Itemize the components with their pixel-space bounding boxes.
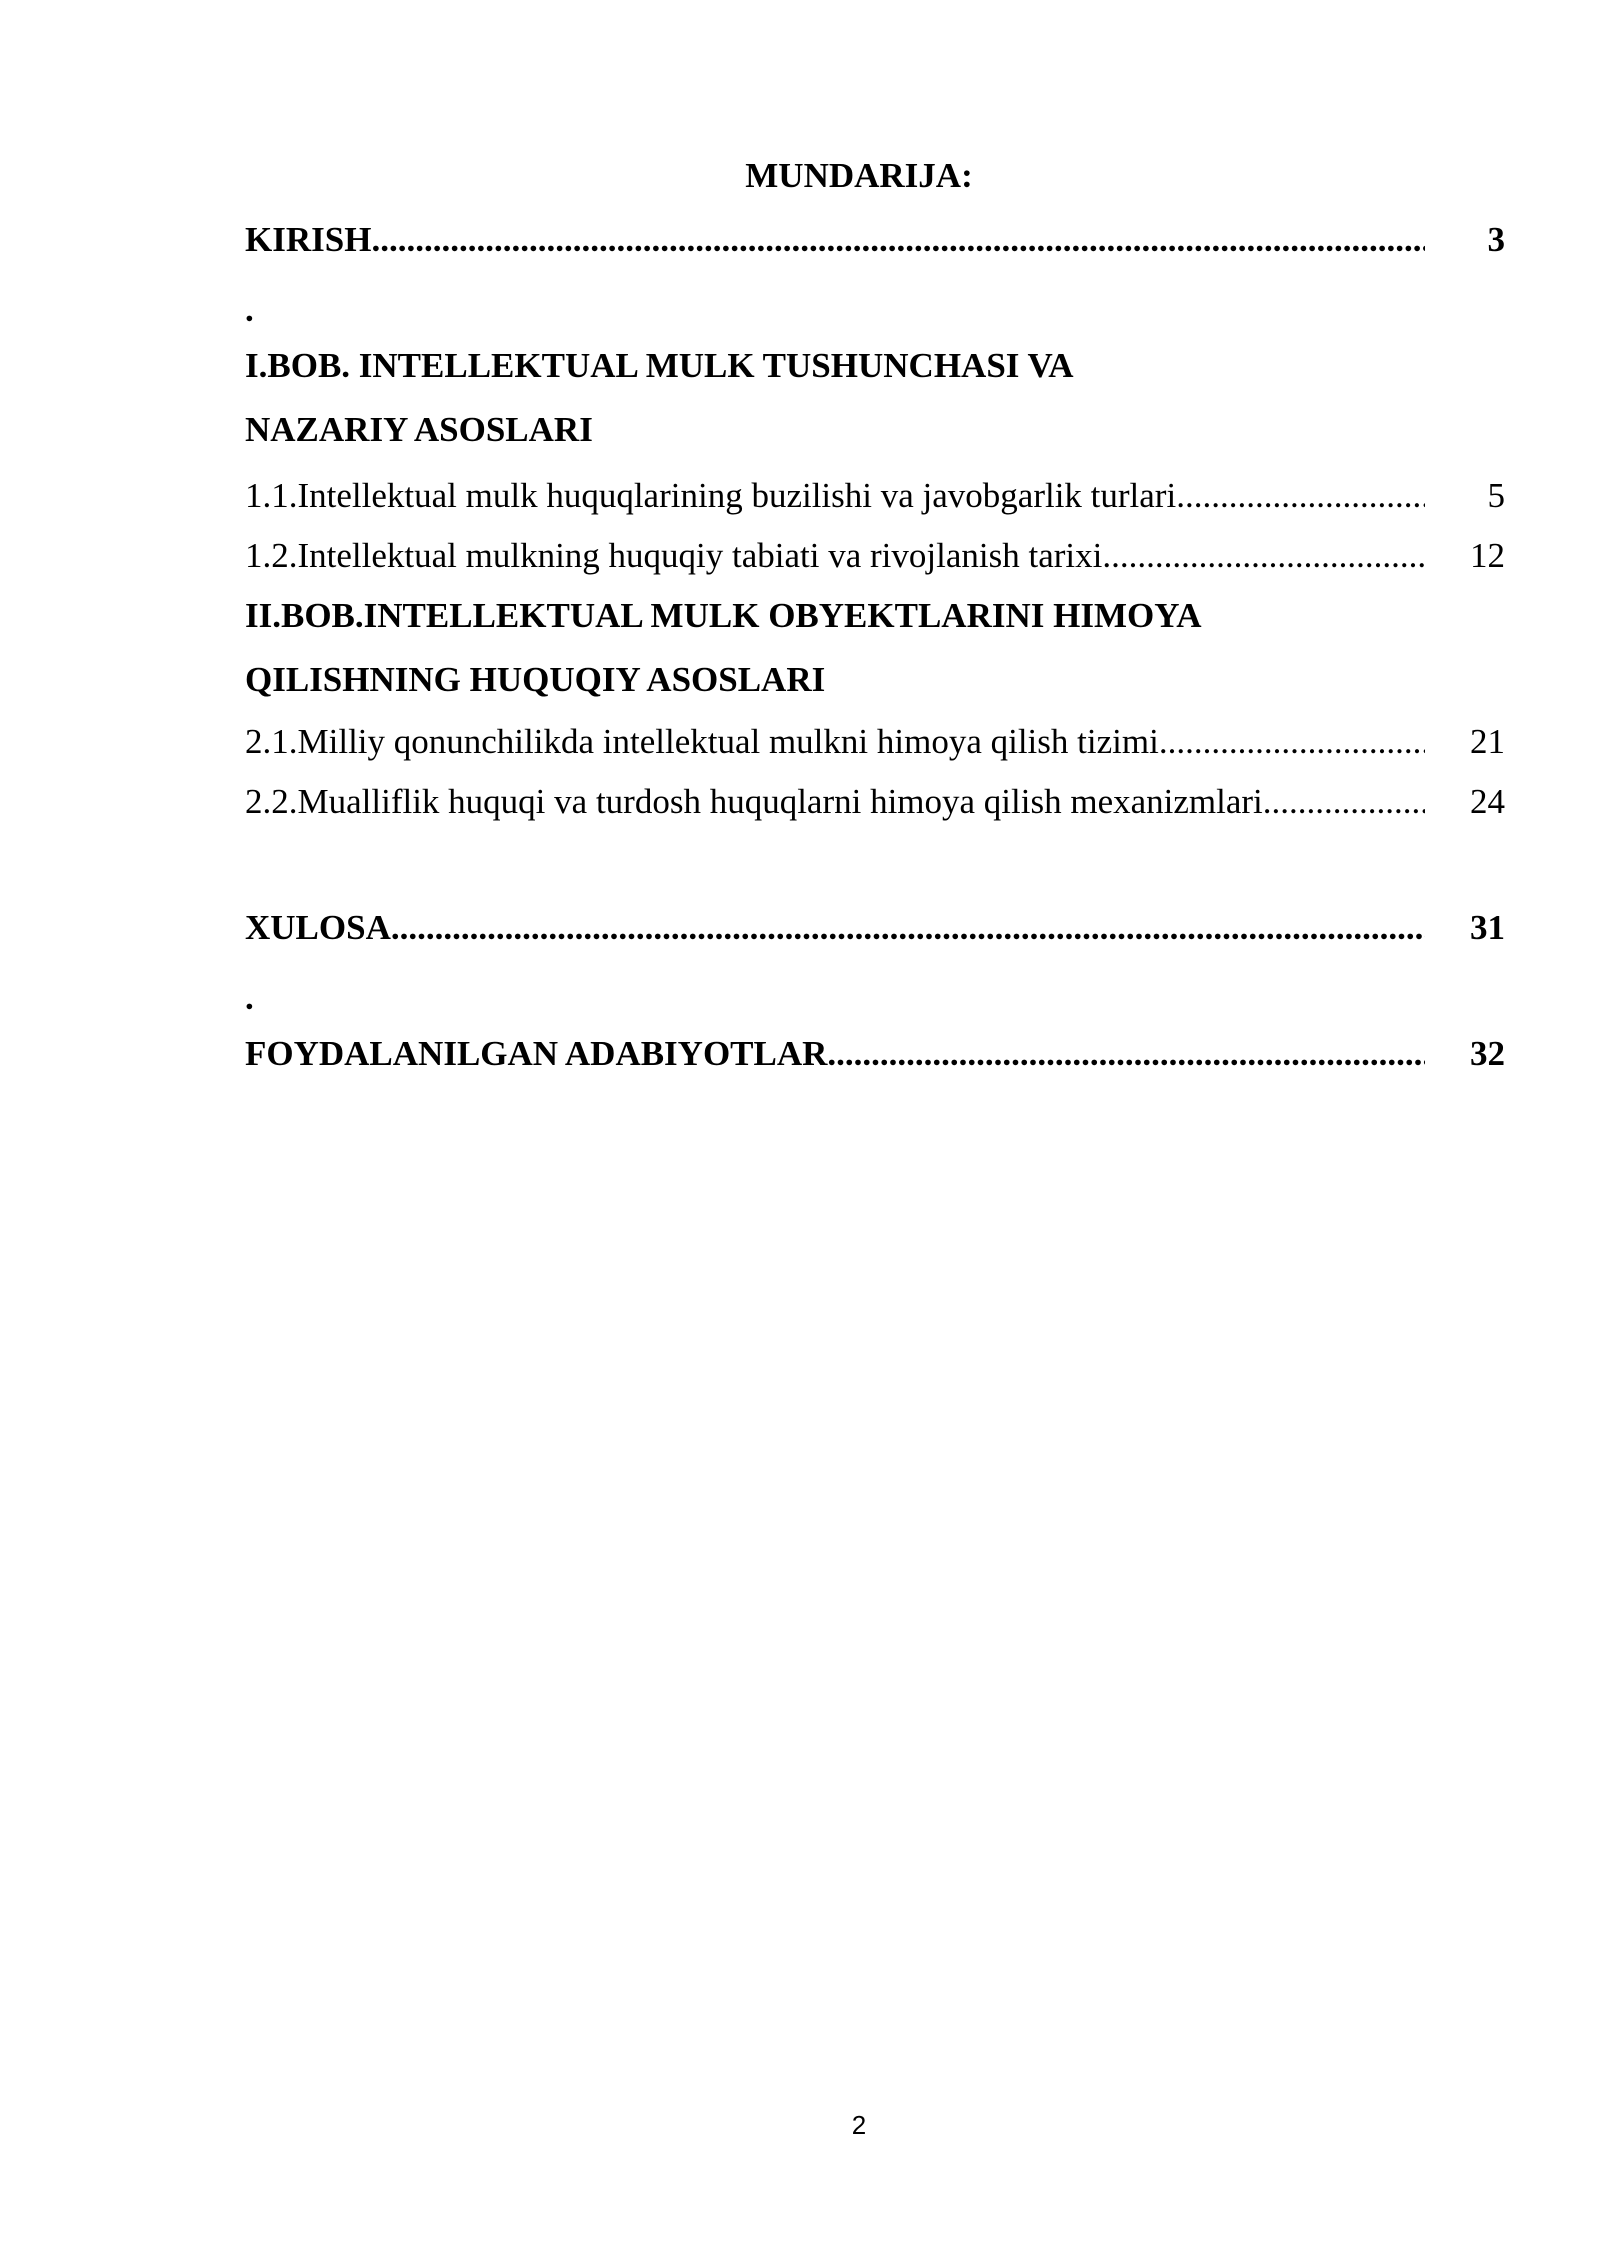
toc-entry-2-1[interactable] (245, 718, 1505, 766)
toc-entry-label: 2.1.Milliy qonunchilikda intellektual mulkni himoya qilish tizimi ..... (245, 718, 1425, 766)
toc-entry-page: 12 (1470, 536, 1505, 575)
toc-entry-xulosa[interactable] (245, 904, 1505, 952)
toc-entry-label: FOYDALANILGAN ADABIYOTLAR ..... (245, 1030, 1425, 1078)
toc-entry-page: 31 (1470, 908, 1505, 947)
stray-dot: . (245, 290, 254, 329)
toc-entry-page: 3 (1487, 220, 1505, 259)
toc-entry-label: 1.1.Intellektual mulk huquqlarining buzilishi va javobgarlik turlari ..... (245, 472, 1425, 520)
toc-entry-label: XULOSA ..... (245, 904, 1425, 952)
toc-entry-kirish[interactable] (245, 216, 1505, 264)
toc-entry-2-2[interactable] (245, 778, 1505, 826)
toc-entry-page: 24 (1470, 782, 1505, 821)
toc-entry-label: KIRISH ..... (245, 216, 1425, 264)
chapter-2-heading-line-1[interactable]: II.BOB.INTELLEKTUAL MULK OBYEKTLARINI HIMOYA (245, 596, 1202, 635)
toc-entry-page: 21 (1470, 722, 1505, 761)
toc-entry-1-2[interactable] (245, 532, 1505, 580)
chapter-2-heading-line-2[interactable]: QILISHNING HUQUQIY ASOSLARI (245, 660, 826, 699)
toc-entry-page: 32 (1470, 1034, 1505, 1073)
stray-dot: . (245, 978, 254, 1017)
toc-entry-1-1[interactable] (245, 472, 1505, 520)
toc-entry-page: 5 (1487, 476, 1505, 515)
chapter-1-heading-line-2[interactable]: NAZARIY ASOSLARI (245, 410, 593, 449)
toc-entry-label: 2.2.Mualliflik huquqi va turdosh huquqlarni himoya qilish mexanizmlari ..... (245, 778, 1425, 826)
toc-entry-label: 1.2.Intellektual mulkning huquqiy tabiati va rivojlanish tarixi ..... (245, 532, 1425, 580)
toc-entry-bibliography[interactable] (245, 1030, 1505, 1078)
page-number: 2 (851, 2110, 867, 2140)
chapter-1-heading-line-1[interactable]: I.BOB. INTELLEKTUAL MULK TUSHUNCHASI VA (245, 346, 1074, 385)
toc-title: MUNDARIJA: (745, 156, 973, 195)
